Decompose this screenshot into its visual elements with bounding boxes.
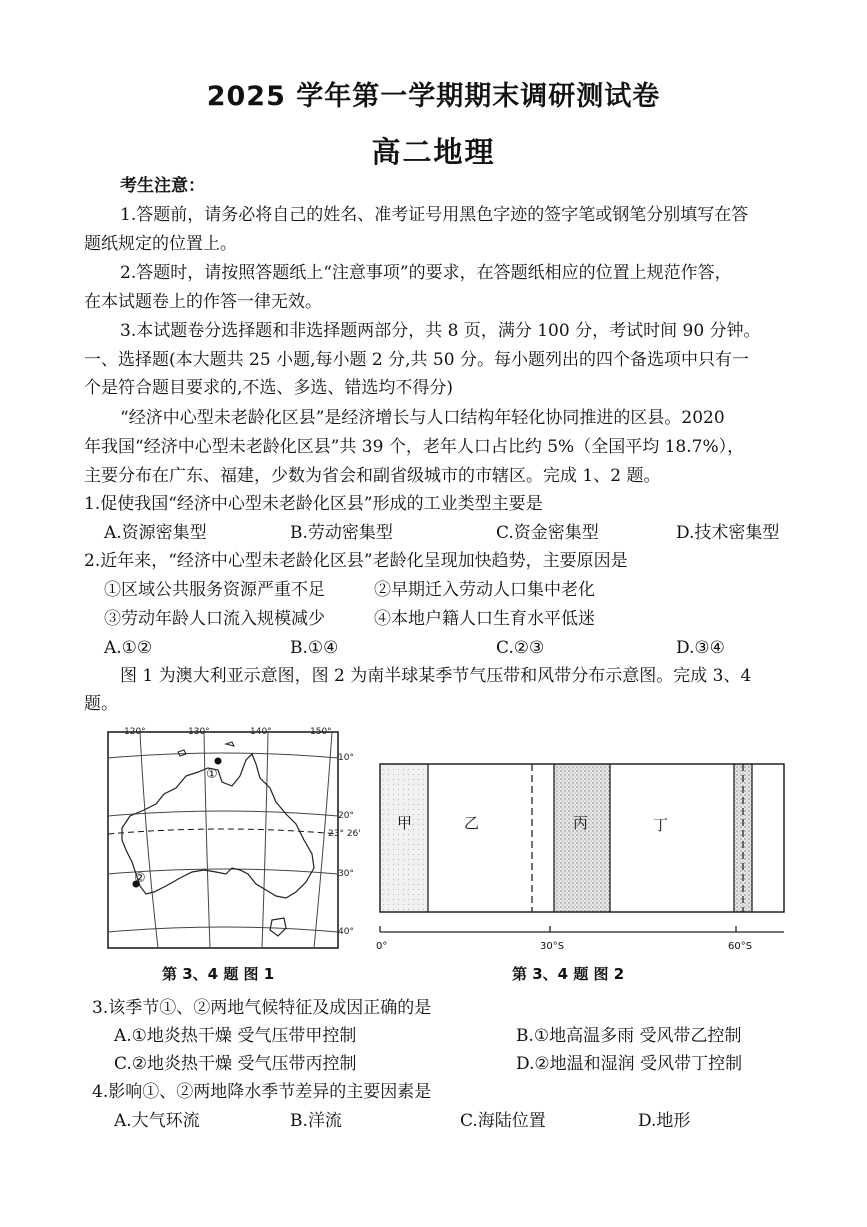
figure-1-australia-map [100,724,362,956]
axis-label-30s: 30°S [540,941,565,952]
q1-option-d: D.技术密集型 [676,523,780,543]
notice-item-2-cont: 在本试题卷上的作答一律无效。 [84,292,322,312]
lon-label: 150° [310,727,332,737]
lon-label: 130° [188,727,210,737]
q4-option-d: D.地形 [638,1111,691,1131]
q3-option-a: A.①地炎热干燥 受气压带甲控制 [114,1026,357,1046]
q2-option-d: D.③④ [676,638,725,658]
q2-statement-3: ③劳动年龄人口流入规模减少 [104,609,325,629]
lat-label: 10° [338,753,354,763]
passage-1-line-3: 主要分布在广东、福建，少数为省会和副省级城市的市辖区。完成 1、2 题。 [84,466,661,486]
zone-bing [554,764,610,912]
zone-label-yi: 乙 [464,814,480,832]
q4-option-a: A.大气环流 [114,1111,200,1131]
zone-label-jia: 甲 [397,814,413,832]
zone-label-bing: 丙 [573,814,589,832]
passage-1-line-1: “经济中心型未老龄化区县”是经济增长与人口结构年轻化协同推进的区县。2020 [120,408,725,428]
q1-option-c: C.资金密集型 [496,523,599,543]
passage-2-line-2: 题。 [84,694,118,714]
q2-statement-1: ①区域公共服务资源严重不足 [104,580,325,600]
q3-stem: 3.该季节①、②两地气候特征及成因正确的是 [92,998,432,1018]
axis-label-0: 0° [376,941,388,952]
lat-label: 23° 26' [328,829,361,839]
q3-option-d: D.②地温和湿润 受风带丁控制 [516,1054,743,1074]
q1-option-a: A.资源密集型 [104,523,207,543]
point-1-marker [215,758,222,765]
zone-jia [380,764,428,912]
q2-option-c: C.②③ [496,638,545,658]
q4-option-b: B.洋流 [290,1111,342,1131]
lon-label: 120° [124,727,146,737]
q2-stem: 2.近年来，“经济中心型未老龄化区县”老龄化呈现加快趋势，主要原因是 [84,551,628,571]
lat-label: 40° [338,927,354,937]
notice-item-1: 1.答题前，请务必将自己的姓名、准考证号用黑色字迹的签字笔或钢笔分别填写在答 [120,205,749,225]
lat-label: 20° [338,811,354,821]
notice-item-3: 3.本试题卷分选择题和非选择题两部分，共 8 页，满分 100 分，考试时间 90 分钟。 [120,321,761,341]
subject-title: 高二地理 [371,135,496,169]
q3-option-c: C.②地炎热干燥 受气压带丙控制 [114,1054,357,1074]
q1-stem: 1.促使我国“经济中心型未老龄化区县”形成的工业类型主要是 [84,494,543,514]
section-heading: 一、选择题(本大题共 25 小题,每小题 2 分,共 50 分。每小题列出的四个备选项中只有一 [84,350,749,370]
notice-item-1-cont: 题纸规定的位置上。 [84,234,237,254]
notice-item-2: 2.答题时，请按照答题纸上“注意事项”的要求，在答题纸相应的位置上规范作答， [120,263,732,283]
section-heading-cont: 个是符合题目要求的,不选、多选、错选均不得分) [84,378,454,398]
figure-2-pressure-wind-belts [372,758,792,958]
figure-2-caption: 第 3、4 题 图 2 [512,965,625,983]
q4-stem: 4.影响①、②两地降水季节差异的主要因素是 [92,1082,432,1102]
q2-option-a: A.①② [104,638,153,658]
point-1-label: ① [206,767,218,782]
q3-option-b: B.①地高温多雨 受风带乙控制 [516,1026,742,1046]
q1-option-b: B.劳动密集型 [290,523,393,543]
passage-2-line-1: 图 1 为澳大利亚示意图，图 2 为南半球某季节气压带和风带分布示意图。完成 3、4 [120,666,752,686]
q2-statement-2: ②早期迁入劳动人口集中老化 [374,580,595,600]
q2-option-b: B.①④ [290,638,339,658]
point-2-label: ② [134,871,146,886]
lon-label: 140° [250,727,272,737]
zone-label-ding: 丁 [653,816,669,834]
q4-option-c: C.海陆位置 [460,1111,546,1131]
figure-1-caption: 第 3、4 题 图 1 [162,965,275,983]
axis-label-60s: 60°S [728,941,753,952]
exam-title: 2025 学年第一学期期末调研测试卷 [206,81,661,112]
lat-label: 30° [338,869,354,879]
notice-heading: 考生注意： [120,176,205,196]
q2-statement-4: ④本地户籍人口生育水平低迷 [374,609,595,629]
passage-1-line-2: 年我国“经济中心型未老龄化区县”共 39 个，老年人口占比约 5%（全国平均 18.7%）， [84,437,745,457]
